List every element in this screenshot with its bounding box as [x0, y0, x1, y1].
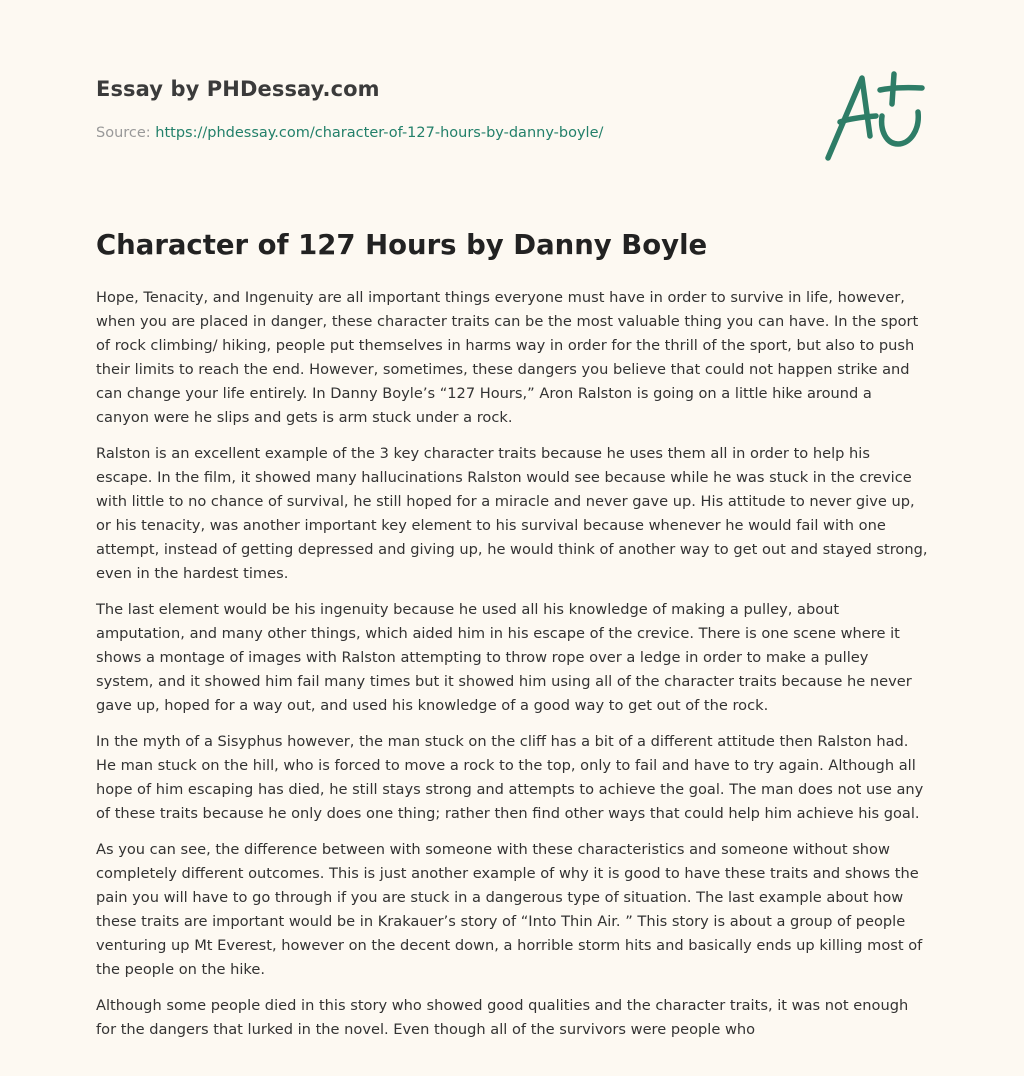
essay-title: Character of 127 Hours by Danny Boyle: [96, 229, 708, 261]
essay-paragraph: Ralston is an excellent example of the 3 key character traits because he uses them all in order to help his escape. In the film, it showed many hallucinations Ralston would see because while he was stuck in the crevice with little to no chance of survival, he still hoped for a miracle and never gave up. His attitude to never give up, or his tenacity, was another important key element to his survival because whenever he would fail with one attempt, instead of getting depressed and giving up, he would think of another way to get out and stayed strong, even in the hardest times.: [96, 445, 928, 582]
essay-paragraph: In the myth of a Sisyphus however, the man stuck on the cliff has a bit of a different attitude then Ralston had. He man stuck on the hill, who is forced to move a rock to the top, only to fail and have to try again. Although all hope of him escaping has died, he still stays strong and attempts to achieve the goal. The man does not use any of these traits because he only does one thing; rather then find other ways that could help him achieve his goal.: [96, 733, 924, 822]
site-brand: Essay by PHDessay.com: [96, 77, 380, 101]
source-label: Source:: [96, 125, 151, 141]
source-line: [96, 123, 796, 143]
page-header: [96, 74, 796, 143]
essay-paragraph: Hope, Tenacity, and Ingenuity are all important things everyone must have in order to survive in life, however, when you are placed in danger, these character traits can be the most valuable thing you can have. In the sport of rock climbing/ hiking, people put themselves in harms way in order for the thrill of the sport, but also to push their limits to reach the end. However, sometimes, these dangers you believe that could not happen strike and can change your life entirely. In Danny Boyle’s “127 Hours,” Aron Ralston is going on a little hike around a canyon were he slips and gets is arm stuck under a rock.: [96, 289, 919, 426]
essay-body: [96, 286, 928, 1054]
essay-paragraph: As you can see, the difference between with someone with these characteristics and someone without show completely different outcomes. This is just another example of why it is good to have these traits and shows the pain you will have to go through if you are stuck in a dangerous type of situation. The last example about how these traits are important would be in Krakauer’s story of “Into Thin Air. ” This story is about a group of people venturing up Mt Everest, however on the decent down, a horrible storm hits and basically ends up killing most of the people on the hike.: [96, 841, 923, 978]
source-link[interactable]: https://phdessay.com/character-of-127-hours-by-danny-boyle/: [155, 125, 604, 141]
essay-paragraph: Although some people died in this story who showed good qualities and the character traits, it was not enough for the dangers that lurked in the novel. Even though all of the survivors were people who: [96, 997, 909, 1038]
a-plus-logo-icon: [818, 64, 930, 168]
essay-paragraph: The last element would be his ingenuity because he used all his knowledge of making a pulley, about amputation, and many other things, which aided him in his escape of the crevice. There is one scene where it shows a montage of images with Ralston attempting to throw rope over a ledge in order to make a pulley system, and it showed him fail many times but it showed him using all of the character traits because he never gave up, hoped for a way out, and used his knowledge of a good way to get out of the rock.: [96, 601, 912, 714]
